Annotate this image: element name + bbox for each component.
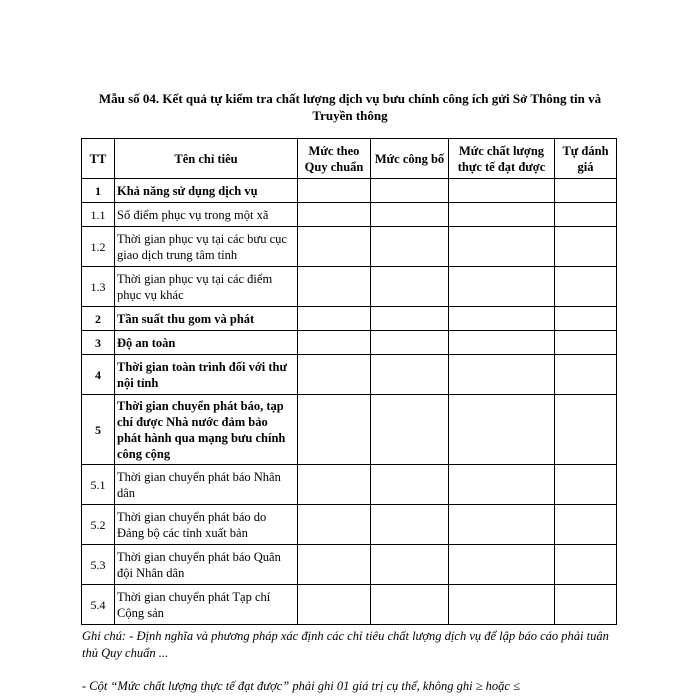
row-number: 5.4 <box>82 585 115 625</box>
actual-level-cell <box>449 355 555 395</box>
standard-level-cell <box>298 355 371 395</box>
table-row <box>82 227 617 267</box>
standard-level-cell <box>298 395 371 465</box>
self-assessment-cell <box>555 505 617 545</box>
actual-level-cell <box>449 267 555 307</box>
header-standard-level: Mức theo Quy chuẩn <box>298 139 371 179</box>
self-assessment-cell <box>555 465 617 505</box>
announced-level-cell <box>371 331 449 355</box>
announced-level-cell <box>371 203 449 227</box>
table-row <box>82 395 617 465</box>
row-number: 4 <box>82 355 115 395</box>
criterion-name: Thời gian phục vụ tại các bưu cục giao dịch trung tâm tỉnh <box>115 227 298 267</box>
table-row <box>82 355 617 395</box>
standard-level-cell <box>298 585 371 625</box>
row-number: 5.1 <box>82 465 115 505</box>
row-number: 1.2 <box>82 227 115 267</box>
self-assessment-cell <box>555 331 617 355</box>
announced-level-cell <box>371 307 449 331</box>
self-assessment-cell <box>555 395 617 465</box>
announced-level-cell <box>371 267 449 307</box>
standard-level-cell <box>298 505 371 545</box>
standard-level-cell <box>298 179 371 203</box>
criterion-name: Thời gian toàn trình đối với thư nội tỉnh <box>115 355 298 395</box>
note-actual-column: - Cột “Mức chất lượng thực tế đạt được” phải ghi 01 giá trị cụ thể, không ghi ≥ hoặc ≤ <box>82 679 520 693</box>
table-body <box>82 179 617 625</box>
criterion-name: Thời gian chuyển phát báo, tạp chí được Nhà nước đảm bảo phát hành qua mạng bưu chính công cộng <box>115 395 298 465</box>
table-row <box>82 331 617 355</box>
header-announced-level: Mức công bố <box>371 139 449 179</box>
announced-level-cell <box>371 465 449 505</box>
row-number: 3 <box>82 331 115 355</box>
quality-table <box>81 138 617 625</box>
table-row <box>82 179 617 203</box>
actual-level-cell <box>449 331 555 355</box>
actual-level-cell <box>449 179 555 203</box>
self-assessment-cell <box>555 585 617 625</box>
actual-level-cell <box>449 307 555 331</box>
actual-level-cell <box>449 545 555 585</box>
announced-level-cell <box>371 545 449 585</box>
row-number: 1.3 <box>82 267 115 307</box>
announced-level-cell <box>371 395 449 465</box>
actual-level-cell <box>449 585 555 625</box>
row-number: 1 <box>82 179 115 203</box>
note-definition: Ghi chú: - Định nghĩa và phương pháp xác định các chỉ tiêu chất lượng dịch vụ để lập báo cáo phải tuân thủ Quy chuẩn ... <box>82 629 609 660</box>
standard-level-cell <box>298 307 371 331</box>
row-number: 5.3 <box>82 545 115 585</box>
table-row <box>82 545 617 585</box>
self-assessment-cell <box>555 267 617 307</box>
criterion-name: Thời gian phục vụ tại các điểm phục vụ khác <box>115 267 298 307</box>
self-assessment-cell <box>555 307 617 331</box>
standard-level-cell <box>298 267 371 307</box>
table-row <box>82 307 617 331</box>
standard-level-cell <box>298 331 371 355</box>
table-row <box>82 203 617 227</box>
standard-level-cell <box>298 203 371 227</box>
criterion-name: Số điểm phục vụ trong một xã <box>115 203 298 227</box>
criterion-name: Thời gian chuyển phát báo Nhân dân <box>115 465 298 505</box>
table-row <box>82 585 617 625</box>
criterion-name: Độ an toàn <box>115 331 298 355</box>
announced-level-cell <box>371 355 449 395</box>
header-row <box>82 139 617 179</box>
announced-level-cell <box>371 227 449 267</box>
criterion-name: Tần suất thu gom và phát <box>115 307 298 331</box>
announced-level-cell <box>371 179 449 203</box>
header-self-assessment: Tự đánh giá <box>555 139 617 179</box>
row-number: 1.1 <box>82 203 115 227</box>
actual-level-cell <box>449 395 555 465</box>
self-assessment-cell <box>555 355 617 395</box>
self-assessment-cell <box>555 545 617 585</box>
header-name: Tên chỉ tiêu <box>115 139 298 179</box>
criterion-name: Khả năng sử dụng dịch vụ <box>115 179 298 203</box>
standard-level-cell <box>298 227 371 267</box>
criterion-name: Thời gian chuyển phát Tạp chí Cộng sản <box>115 585 298 625</box>
title-line-1: Mẫu số 04. Kết quả tự kiểm tra chất lượng dịch vụ bưu chính công ích gửi Sở Thông tin và <box>98 91 602 106</box>
self-assessment-cell <box>555 227 617 267</box>
announced-level-cell <box>371 505 449 545</box>
table-row <box>82 505 617 545</box>
criterion-name: Thời gian chuyển phát báo Quân đội Nhân dân <box>115 545 298 585</box>
standard-level-cell <box>298 545 371 585</box>
row-number: 5 <box>82 395 115 465</box>
announced-level-cell <box>371 585 449 625</box>
row-number: 2 <box>82 307 115 331</box>
actual-level-cell <box>449 465 555 505</box>
self-assessment-cell <box>555 179 617 203</box>
table-row <box>82 465 617 505</box>
header-actual-level: Mức chất lượng thực tế đạt được <box>449 139 555 179</box>
self-assessment-cell <box>555 203 617 227</box>
document-title <box>80 90 620 124</box>
actual-level-cell <box>449 227 555 267</box>
title-line-2: Truyền thông <box>312 108 388 123</box>
standard-level-cell <box>298 465 371 505</box>
criterion-name: Thời gian chuyển phát báo do Đảng bộ các tỉnh xuất bản <box>115 505 298 545</box>
actual-level-cell <box>449 203 555 227</box>
row-number: 5.2 <box>82 505 115 545</box>
table-row <box>82 267 617 307</box>
header-tt: TT <box>82 139 115 179</box>
actual-level-cell <box>449 505 555 545</box>
